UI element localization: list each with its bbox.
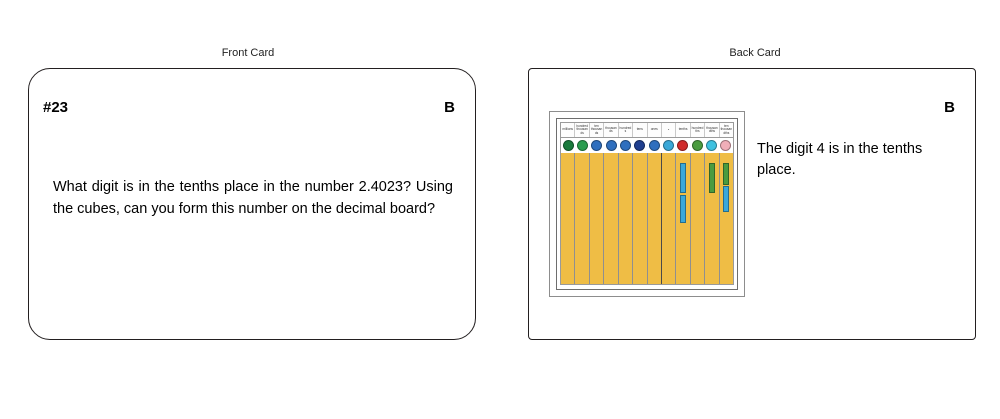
place-value-dot — [620, 140, 631, 151]
place-value-dot — [577, 140, 588, 151]
place-value-header-cell: ten thousands — [590, 123, 604, 137]
decimal-board-column — [590, 153, 604, 284]
decimal-board-column — [691, 153, 705, 284]
place-value-header-cell: hundredths — [691, 123, 705, 137]
place-value-dot-cell — [647, 140, 661, 151]
place-value-cube — [709, 163, 715, 193]
place-value-header-cell: . — [662, 123, 676, 137]
place-value-dot — [720, 140, 731, 151]
place-value-cube — [680, 195, 686, 223]
decimal-board-wrapper — [549, 111, 745, 297]
place-value-dot-cell — [704, 140, 718, 151]
place-value-dot — [706, 140, 717, 151]
place-value-header-cell: tenths — [676, 123, 690, 137]
decimal-board-column — [633, 153, 647, 284]
place-value-dot-cell — [719, 140, 733, 151]
place-value-cube — [723, 163, 729, 185]
decimal-board-column — [619, 153, 633, 284]
place-value-dot — [591, 140, 602, 151]
place-value-dot-cell — [575, 140, 589, 151]
question-text: What digit is in the tenths place in the number 2.4023? Using the cubes, can you form this number on the decimal board? — [53, 179, 453, 217]
place-value-header-cell: tens — [633, 123, 647, 137]
place-value-header-cell: thousands — [604, 123, 618, 137]
front-card — [28, 68, 476, 340]
place-value-header-cell: ones — [648, 123, 662, 137]
back-card-letter: B — [944, 99, 955, 116]
decimal-board — [549, 111, 745, 297]
decimal-board-column — [662, 153, 676, 284]
place-value-dot-cell — [618, 140, 632, 151]
front-card-label: Front Card — [221, 47, 275, 59]
place-value-dot — [692, 140, 703, 151]
place-value-dot — [606, 140, 617, 151]
place-value-dot-cell — [633, 140, 647, 151]
place-value-dot-cell — [604, 140, 618, 151]
answer-text: The digit 4 is in the tenths place. — [757, 141, 923, 179]
decimal-board-column — [648, 153, 662, 284]
front-card-letter: B — [444, 99, 455, 116]
place-value-dot-cell — [590, 140, 604, 151]
place-value-dot — [677, 140, 688, 151]
decimal-board-inner — [556, 118, 738, 290]
place-value-header-cell: thousandths — [705, 123, 719, 137]
decimal-board-column — [575, 153, 589, 284]
back-card-label: Back Card — [729, 47, 781, 59]
decimal-board-column — [676, 153, 690, 284]
place-value-dot-cell — [690, 140, 704, 151]
back-card — [528, 68, 976, 340]
place-value-dot-cell — [661, 140, 675, 151]
place-value-dot-cell — [561, 140, 575, 151]
place-value-cube — [680, 163, 686, 193]
back-card-body — [549, 111, 959, 297]
place-value-header-cell: hundred thousands — [575, 123, 589, 137]
place-value-dot-row — [560, 138, 734, 153]
decimal-board-columns — [560, 153, 734, 285]
place-value-dot — [563, 140, 574, 151]
place-value-dot — [634, 140, 645, 151]
place-value-header-cell: ten thousandths — [720, 123, 733, 135]
decimal-board-column — [720, 153, 733, 284]
place-value-header-cell: millions — [561, 123, 575, 137]
decimal-board-column — [561, 153, 575, 284]
place-value-cube — [723, 186, 729, 212]
place-value-header-cell: hundreds — [619, 123, 633, 137]
place-value-header-row — [560, 122, 734, 138]
place-value-dot — [649, 140, 660, 151]
place-value-dot-cell — [676, 140, 690, 151]
decimal-board-column — [604, 153, 618, 284]
place-value-dot — [663, 140, 674, 151]
card-number: #23 — [43, 99, 69, 116]
decimal-board-column — [705, 153, 719, 284]
